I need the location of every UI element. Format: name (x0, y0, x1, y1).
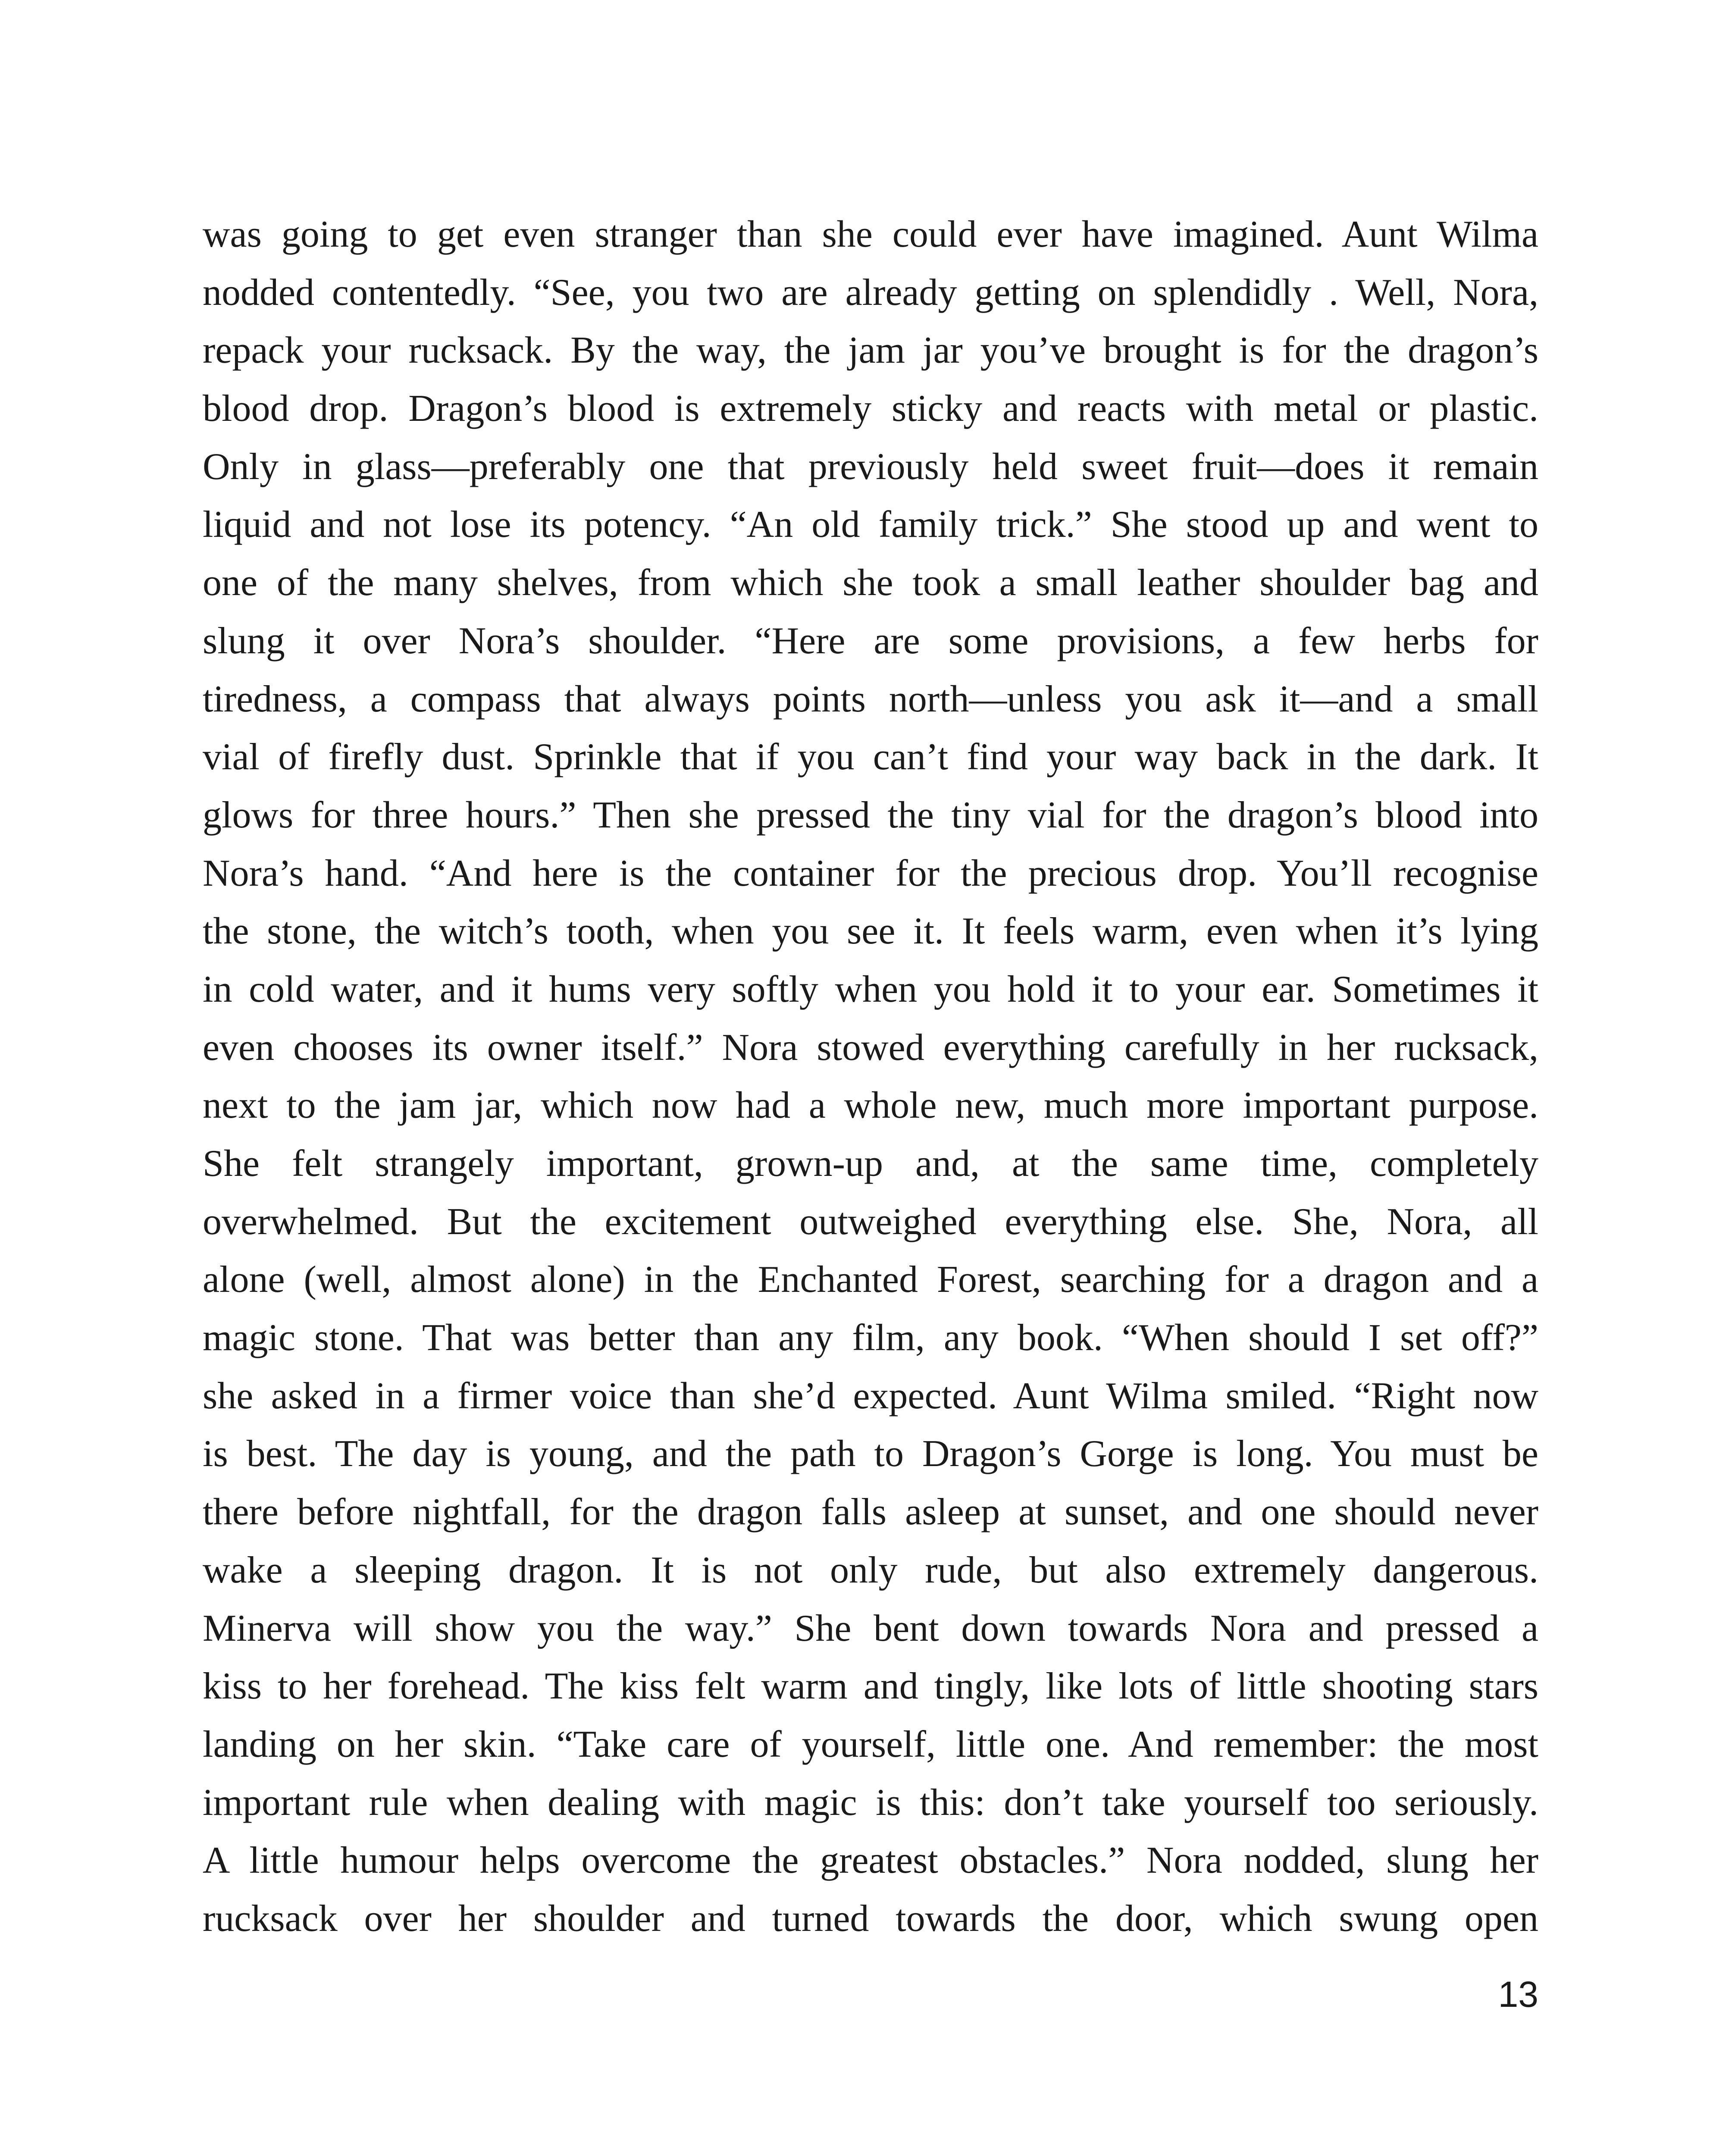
text-line: even chooses its owner itself.” Nora stowed everything carefully in her rucksack, (203, 1026, 1538, 1069)
text-line: in cold water, and it hums very softly when you hold it to your ear. Sometimes it (203, 968, 1538, 1010)
text-line: important rule when dealing with magic is this: don’t take yourself too seriously. (203, 1781, 1538, 1824)
text-line: blood drop. Dragon’s blood is extremely sticky and reacts with metal or plastic. (203, 388, 1538, 430)
text-line: Only in glass—preferably one that previously held sweet fruit—does it remain (203, 445, 1538, 488)
text-line: landing on her skin. “Take care of yourself, little one. And remember: the most (203, 1723, 1538, 1765)
page-number: 13 (1498, 1974, 1538, 2015)
text-line: Nora’s hand. “And here is the container for the precious drop. You’ll recognise (203, 852, 1538, 894)
text-line: vial of firefly dust. Sprinkle that if you can’t find your way back in the dark. It (203, 736, 1538, 778)
text-line: alone (well, almost alone) in the Enchanted Forest, searching for a dragon and a (203, 1259, 1538, 1301)
text-line: tiredness, a compass that always points north—unless you ask it—and a small (203, 678, 1538, 720)
text-line: rucksack over her shoulder and turned towards the door, which swung open (203, 1897, 1538, 1940)
text-line: slung it over Nora’s shoulder. “Here are some provisions, a few herbs for (203, 620, 1538, 662)
text-line: kiss to her forehead. The kiss felt warm and tingly, like lots of little shooting stars (203, 1665, 1538, 1708)
text-line: there before nightfall, for the dragon falls asleep at sunset, and one should never (203, 1491, 1538, 1533)
text-line: liquid and not lose its potency. “An old family trick.” She stood up and went to (203, 504, 1538, 546)
text-line: glows for three hours.” Then she pressed the tiny vial for the dragon’s blood into (203, 794, 1538, 836)
text-line: Minerva will show you the way.” She bent down towards Nora and pressed a (203, 1607, 1538, 1649)
text-line: the stone, the witch’s tooth, when you see it. It feels warm, even when it’s lying (203, 910, 1538, 953)
text-line: is best. The day is young, and the path to Dragon’s Gorge is long. You must be (203, 1433, 1538, 1475)
text-line: overwhelmed. But the excitement outweighed everything else. She, Nora, all (203, 1200, 1538, 1243)
text-line: was going to get even stranger than she could ever have imagined. Aunt Wilma (203, 213, 1538, 255)
text-line: She felt strangely important, grown-up and, at the same time, completely (203, 1143, 1538, 1185)
text-line: next to the jam jar, which now had a whole new, much more important purpose. (203, 1084, 1538, 1127)
text-line: one of the many shelves, from which she took a small leather shoulder bag and (203, 562, 1538, 604)
text-line: she asked in a firmer voice than she’d expected. Aunt Wilma smiled. “Right now (203, 1375, 1538, 1417)
text-line: magic stone. That was better than any film, any book. “When should I set off?” (203, 1317, 1538, 1359)
text-line: A little humour helps overcome the greatest obstacles.” Nora nodded, slung her (203, 1839, 1538, 1882)
text-line: repack your rucksack. By the way, the jam jar you’ve brought is for the dragon’s (203, 329, 1538, 372)
body-text (203, 206, 1538, 1948)
text-line: nodded contentedly. “See, you two are already getting on splendidly . Well, Nora, (203, 271, 1538, 313)
text-line: wake a sleeping dragon. It is not only rude, but also extremely dangerous. (203, 1549, 1538, 1591)
